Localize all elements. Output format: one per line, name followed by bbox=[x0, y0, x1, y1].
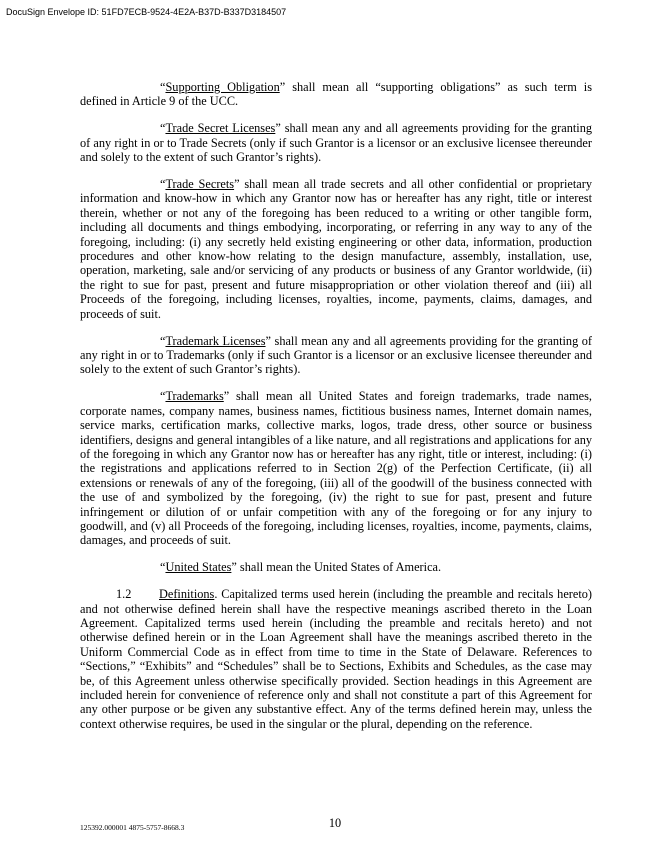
defined-term: Supporting Obligation bbox=[165, 80, 280, 94]
definition-trademarks: “Trademarks” shall mean all United States and foreign trademarks, trade names, corporate names, company names, business names, fictitious business names, Internet domain names, service marks, certification marks, collective marks, logos, trade dress, other source or business identifiers, designs and general intangibles of a like nature, and all registrations and applications for any of the foregoing in which any Grantor now has or hereafter has any right, title or interest, including: (i) the registrations and applications referred to in Section 2(g) of the Perfection Certificate, (ii) all extensions or renewals of any of the foregoing, (iii) all of the goodwill of the business connected with the use of and symbolized by the foregoing, (iv) the right to sue for past, present and future infringement or dilution of or unfair competition with any of the foregoing or for any injury to goodwill, and (v) all Proceeds of the foregoing, including licenses, royalties, income, payments, claims, damages, and proceeds of suit. bbox=[80, 389, 592, 548]
section-1-2 bbox=[80, 587, 592, 731]
definition-trade-secret-licenses: “Trade Secret Licenses” shall mean any and all agreements providing for the granting of any right in or to Trade Secrets (only if such Grantor is a licensor or an exclusive licensee thereunder and solely to the extent of such Grantor’s rights). bbox=[80, 121, 592, 165]
definition-text: ” shall mean the United States of America. bbox=[231, 560, 442, 575]
definition-supporting-obligation: “Supporting Obligation” shall mean all “supporting obligations” as such term is defined in Article 9 of the UCC. bbox=[80, 80, 592, 109]
section-text: . Capitalized terms used herein (including the preamble and recitals hereto) and not otherwise defined herein shall have the respective meanings ascribed thereto in the Loan Agreement. Capitalized terms used herein (including the preamble and recitals hereto) and not otherwise defined herein or in the Loan Agreement shall have the meanings ascribed thereto in the Uniform Commercial Code as in effect from time to time in the State of Delaware. References to “Sections,” “Exhibits” and “Schedules” shall be to Sections, Exhibits and Schedules, as the case may be, of this Agreement unless otherwise specifically provided. Section headings in this Agreement are included herein for convenience of reference only and shall not constitute a part of this Agreement for any other purpose or be given any substantive effect. Any of the terms defined herein may, unless the context otherwise requires, be used in the singular or the plural, depending on the reference. bbox=[80, 587, 592, 731]
section-number: 1.2 bbox=[116, 587, 132, 602]
defined-term: United States bbox=[165, 560, 232, 575]
definition-text: ” shall mean all trade secrets and all other confidential or proprietary information and know-how in which any Grantor now has or hereafter has any right, title or interest therein, whether or not any of the foregoing has been reduced to a writing or other tangible form, including all documents and things embodying, incorporating, or referring in any way to any of the foregoing, including: (i) any secretly held existing engineering or other data, information, production procedures and other know-how relating to the design manufacture, assembly, installation, use, operation, marketing, sale and/or servicing of any products or business of any Grantor worldwide, (ii) the right to sue for past, present and future misappropriation or other violation thereof and (iii) all Proceeds of the foregoing, including licenses, royalties, income, payments, claims, damages, and proceeds of suit. bbox=[80, 177, 592, 321]
definition-text: ” shall mean any and all agreements providing for the granting of any right in or to Trade Secrets (only if such Grantor is a licensor or an exclusive licensee thereunder and solely to the extent of such Grantor’s rights). bbox=[80, 121, 592, 165]
definition-trademark-licenses: “Trademark Licenses” shall mean any and all agreements providing for the granting of any right in or to Trademarks (only if such Grantor is a licensor or an exclusive licensee thereunder and solely to the extent of such Grantor’s rights). bbox=[80, 333, 592, 377]
defined-term: Trademark Licenses bbox=[165, 333, 266, 348]
defined-term: Trademarks bbox=[165, 389, 224, 404]
docusign-envelope-id: DocuSign Envelope ID: 51FD7ECB-9524-4E2A-B37D-B337D3184507 bbox=[6, 7, 287, 17]
section-heading: Definitions bbox=[159, 587, 215, 602]
page-number: 10 bbox=[328, 816, 342, 830]
definition-text: ” shall mean any and all agreements providing for the granting of any right in or to Trademarks (only if such Grantor is a licensor or an exclusive licensee thereunder and solely to the extent of such Grantor’s rights). bbox=[80, 333, 592, 377]
definition-text: ” shall mean all “supporting obligations” as such term is defined in Article 9 of the UCC. bbox=[80, 80, 592, 109]
definition-trade-secrets: “Trade Secrets” shall mean all trade secrets and all other confidential or proprietary information and know-how in which any Grantor now has or hereafter has any right, title or interest therein, whether or not any of the foregoing has been reduced to a writing or other tangible form, including all documents and things embodying, incorporating, or referring in any way to any of the foregoing, including: (i) any secretly held existing engineering or other data, information, production procedures and other know-how relating to the design manufacture, assembly, installation, use, operation, marketing, sale and/or servicing of any products or business of any Grantor worldwide, (ii) the right to sue for past, present and future misappropriation or other violation thereof and (iii) all Proceeds of the foregoing, including licenses, royalties, income, payments, claims, damages, and proceeds of suit. bbox=[80, 177, 592, 321]
definition-united-states: “United States” shall mean the United States of America. bbox=[160, 560, 442, 575]
document-body bbox=[80, 80, 592, 744]
defined-term: Trade Secrets bbox=[165, 177, 235, 192]
definition-text: ” shall mean all United States and foreign trademarks, trade names, corporate names, company names, business names, fictitious business names, Internet domain names, service marks, certification marks, collective marks, logos, trade dress, other source or business identifiers, designs and general intangibles of a like nature, and all registrations and applications for any of the foregoing in which any Grantor now has or hereafter has any right, title or interest, including: (i) the registrations and applications referred to in Section 2(g) of the Perfection Certificate, (ii) all extensions or renewals of any of the foregoing, (iii) all of the goodwill of the business connected with the use of and symbolized by the foregoing, (iv) the right to sue for past, present and future infringement or dilution of or unfair competition with any of the foregoing or for any injury to goodwill, and (v) all Proceeds of the foregoing, including licenses, royalties, income, payments, claims, damages, and proceeds of suit. bbox=[80, 389, 592, 548]
footer-document-id: 125392.000001 4875-5757-8668.3 bbox=[80, 823, 185, 832]
defined-term: Trade Secret Licenses bbox=[165, 121, 276, 136]
